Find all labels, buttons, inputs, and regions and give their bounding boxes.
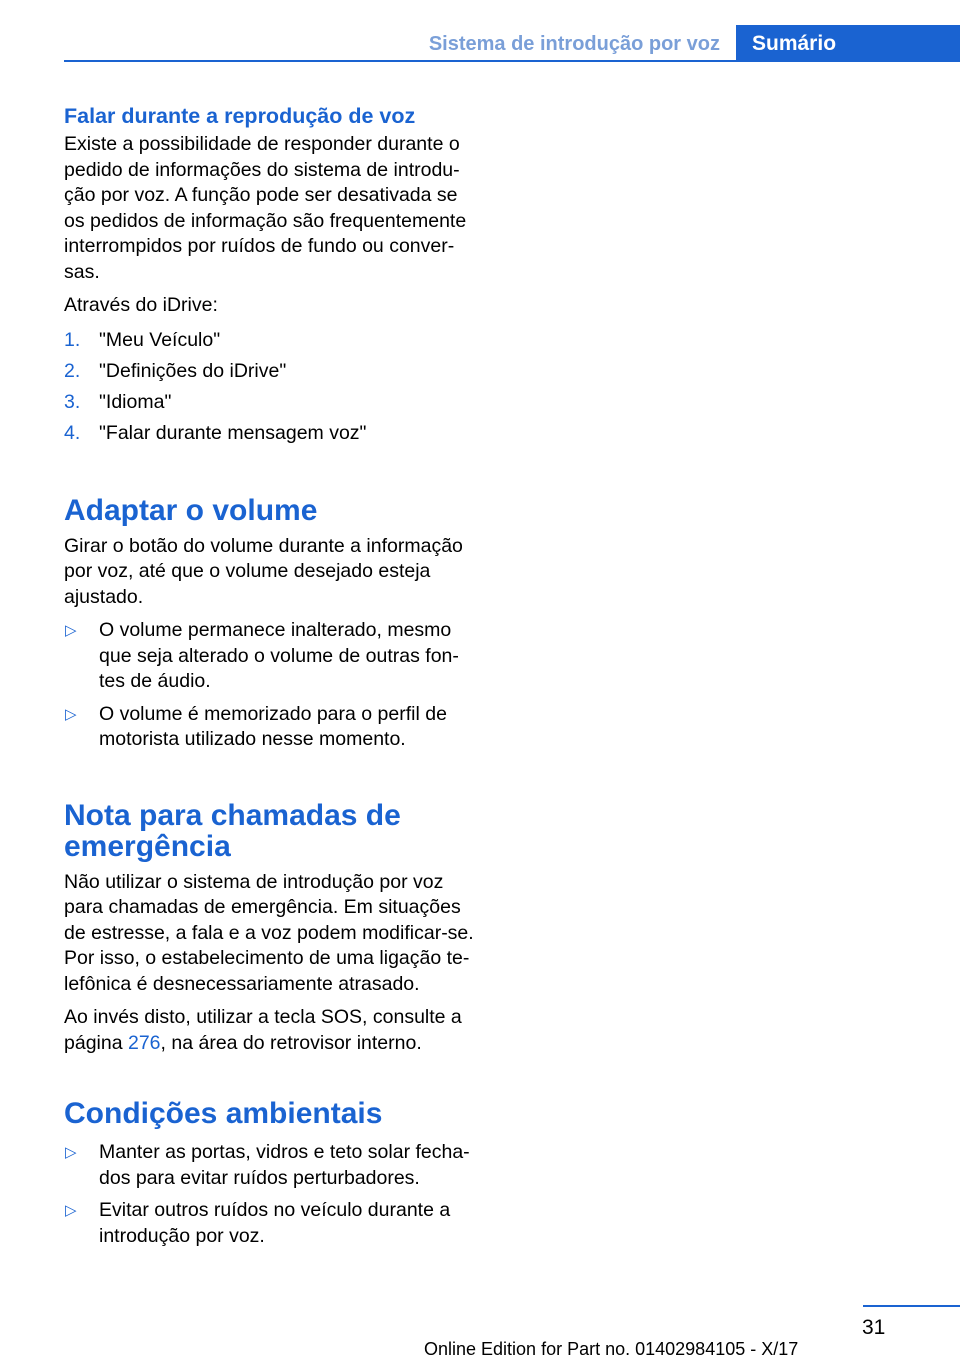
page-content — [64, 100, 480, 1256]
bullet-text: O volume permanece inalterado, mesmo que seja alterado o volume de outras fon- tes de áudio. — [99, 619, 459, 692]
list-item — [64, 1140, 480, 1191]
list-item — [64, 1198, 480, 1249]
heading-environment: Condições ambientais — [64, 1097, 383, 1130]
triangle-right-icon: ▷ — [65, 622, 77, 639]
footer-edition: Online Edition for Part no. 01402984105 - X/17 — [424, 1339, 799, 1359]
paragraph-sos — [64, 1005, 480, 1056]
step-number: 1. — [64, 328, 81, 351]
page-number: 31 — [862, 1316, 886, 1339]
page-link-276[interactable]: 276 — [127, 1031, 161, 1054]
bullet-text: Manter as portas, vidros e teto solar fecha- dos para evitar ruídos perturbadores. — [99, 1141, 470, 1189]
contents-tab[interactable]: Sumário — [736, 25, 960, 62]
step-number: 4. — [64, 421, 81, 444]
paragraph-emergency: Não utilizar o sistema de introdução por voz para chamadas de emergência. Em situações de estresse, a fala e a voz podem modificar-se. Por isso, o estabelecimento de uma ligação te- lefônica é desnecessariamente atrasado. — [64, 870, 474, 995]
paragraph-speak-during: Existe a possibilidade de responder durante o pedido de informações do sistema de introdu- ção por voz. A função pode ser desativada se os pedidos de informação são frequentemente interrompidos por ruídos de fundo ou conver- sas. — [64, 133, 467, 283]
step-number: 2. — [64, 359, 81, 382]
list-item — [64, 328, 480, 354]
paragraph-volume: Girar o botão do volume durante a informação por voz, até que o volume desejado esteja ajustado. — [64, 534, 463, 608]
step-text: "Falar durante mensagem voz" — [99, 421, 367, 444]
step-text: "Idioma" — [99, 390, 172, 413]
environment-bullets-list — [64, 1140, 480, 1249]
heading-emergency-calls: Nota para chamadas de emergência — [64, 798, 401, 863]
list-item — [64, 618, 480, 695]
header-divider — [64, 60, 960, 62]
paragraph-via-idrive: Através do iDrive: — [64, 294, 218, 316]
list-item — [64, 421, 480, 447]
sos-text-before: Ao invés disto, utilizar a tecla SOS, consulte a página — [64, 1006, 462, 1054]
triangle-right-icon: ▷ — [65, 1144, 77, 1161]
triangle-right-icon: ▷ — [65, 1202, 77, 1219]
bullet-text: O volume é memorizado para o perfil de motorista utilizado nesse momento. — [99, 702, 447, 750]
sos-text-after: , na área do retrovisor interno. — [160, 1031, 422, 1054]
step-text: "Definições do iDrive" — [99, 359, 287, 382]
triangle-right-icon: ▷ — [65, 705, 77, 723]
header-section-title[interactable]: Sistema de introdução por voz — [428, 33, 720, 55]
idrive-steps-list — [64, 328, 480, 447]
list-item — [64, 390, 480, 416]
list-item — [64, 359, 480, 385]
heading-adjust-volume: Adaptar o volume — [64, 493, 318, 527]
footer-divider — [863, 1305, 960, 1307]
heading-speak-during: Falar durante a reprodução de voz — [64, 104, 416, 128]
step-text: "Meu Veículo" — [99, 328, 221, 351]
list-item — [64, 702, 480, 753]
bullet-text: Evitar outros ruídos no veículo durante a introdução por voz. — [99, 1199, 451, 1247]
step-number: 3. — [64, 390, 81, 413]
volume-bullets-list — [64, 618, 480, 753]
